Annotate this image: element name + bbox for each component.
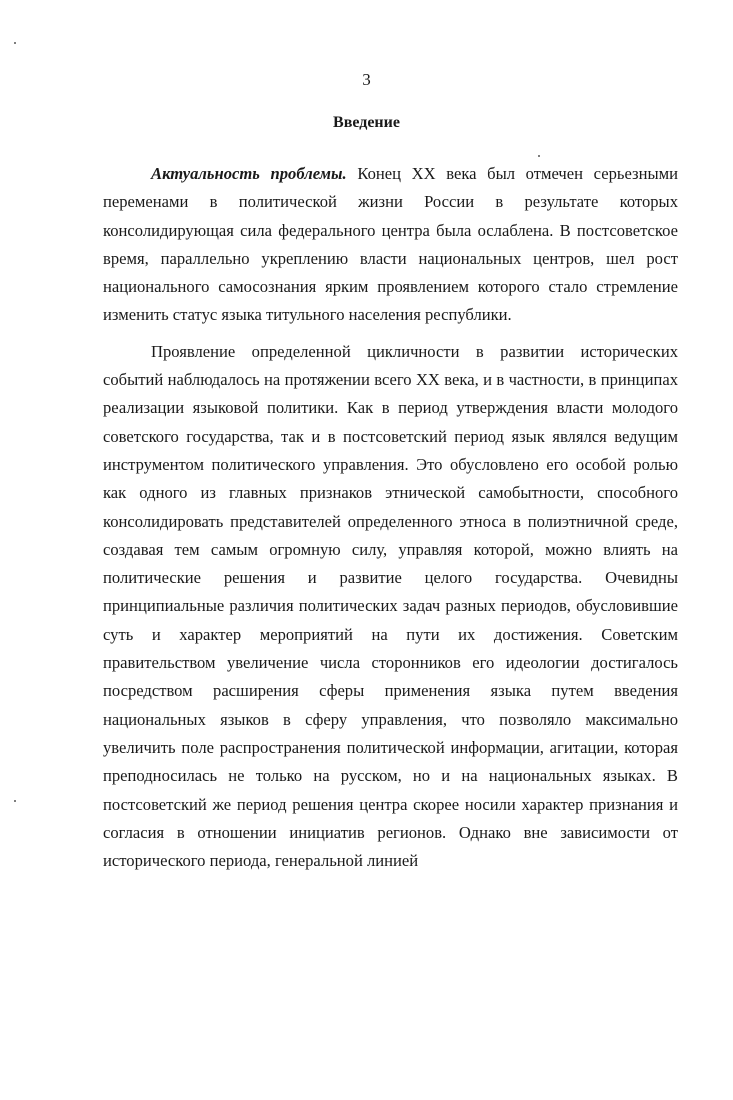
paragraph-1: [103, 160, 678, 330]
page-number: 3: [362, 70, 371, 89]
paragraph-text: Проявление определенной цикличности в развитии исторических событий наблюдалось на протяжении всего XX века, и в частности, в принципах реализации языковой политики. Как в период утверждения власти молодого советского государства, так и в постсоветский период язык являлся ведущим инструментом политического управления. Это обусловлено его особой ролью как одного из главных признаков этнической самобытности, способного консолидировать представителей определенного этноса в полиэтничной среде, создавая тем самым огромную силу, управляя которой, можно влиять на политические решения и развитие целого государства. Очевидны принципиальные различия политических задач разных периодов, обусловившие суть и характер мероприятий на пути их достижения. Советским правительством увеличение числа сторонников его идеологии достигалось посредством расширения сферы применения языка путем введения национальных языков в сферу управления, что позволяло максимально увеличить поле распространения политической информации, агитации, которая преподносилась не только на русском, но и на национальных языках. В постсоветский же период решения центра скорее носили характер признания и согласия в отношении инициатив регионов. Однако вне зависимости от исторического периода, генеральной линией: [103, 341, 678, 871]
paragraph-lead: Актуальность проблемы.: [151, 164, 347, 183]
body-text: [103, 160, 678, 875]
section-heading: Введение: [333, 114, 400, 131]
scan-speck: [14, 42, 16, 44]
scan-speck: [14, 800, 16, 802]
scan-speck: [538, 155, 540, 157]
paragraph-text: Конец XX века был отмечен серьезными переменами в политической жизни России в результате которых консолидирующая сила федерального центра была ослаблена. В постсоветское время, параллельно укреплению власти национальных центров, шел рост национального самосознания ярким проявлением которого стало стремление изменить статус языка титульного населения республики.: [103, 164, 678, 325]
paragraph-2: [103, 338, 678, 876]
